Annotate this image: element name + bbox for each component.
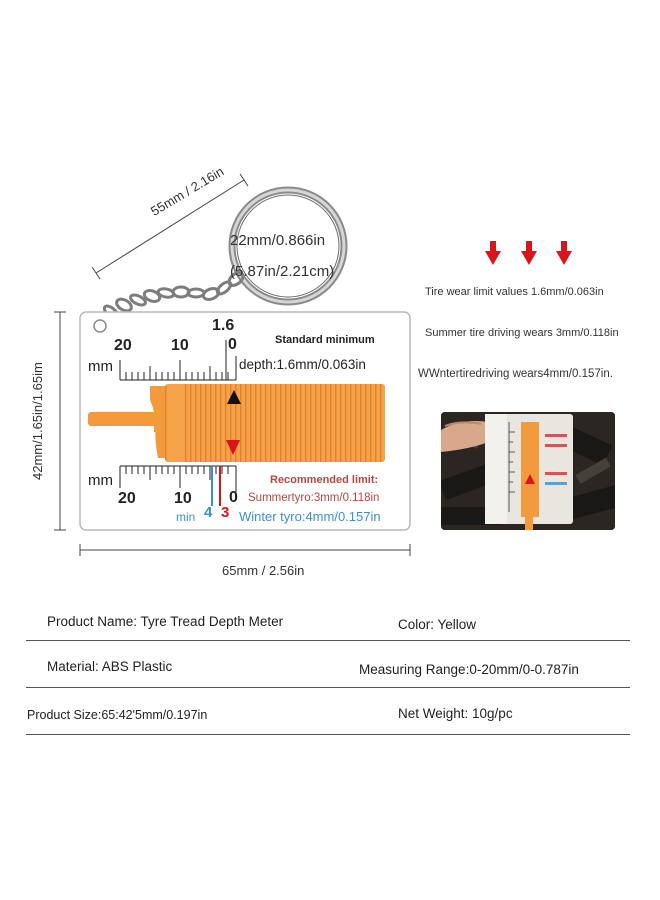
top-unit-label: mm — [88, 358, 113, 375]
usage-photo-drawing — [441, 412, 615, 530]
spec-divider-1 — [26, 640, 630, 641]
chain-length-label: (5.87in/2.21cm) — [230, 263, 335, 280]
spec-net-weight: Net Weight: 10g/pc — [398, 706, 513, 721]
down-arrow-icon — [556, 241, 572, 265]
bottom-tick-20: 20 — [118, 490, 136, 507]
down-arrow-icon — [485, 241, 501, 265]
down-arrow-icon — [521, 241, 537, 265]
spec-measuring-range: Measuring Range:0-20mm/0-0.787in — [359, 662, 579, 677]
bottom-unit-label: mm — [88, 472, 113, 489]
height-label: 42mm/1.65in/1.65im — [30, 362, 45, 480]
spec-divider-3 — [26, 734, 630, 735]
hang-hole — [94, 320, 106, 332]
bottom-tick-10: 10 — [174, 490, 192, 507]
standard-minimum-title: Standard minimum — [275, 334, 375, 346]
top-tick-0: 0 — [228, 336, 237, 353]
min-label: min — [176, 510, 196, 524]
red-down-arrows — [485, 241, 572, 265]
width-label: 65mm / 2.56in — [222, 563, 305, 578]
recommended-limit-title: Recommended limit: — [270, 474, 379, 486]
bottom-tick-0: 0 — [229, 489, 238, 506]
min-3-label: 3 — [221, 504, 230, 521]
spec-product-size: Product Size:65:42'5mm/0.197in — [27, 708, 208, 722]
summer-wear-note: Summer tire driving wears 3mm/0.118in — [425, 327, 619, 339]
width-dimension-line — [80, 544, 410, 556]
spec-color: Color: Yellow — [398, 617, 477, 632]
height-dimension-line — [54, 312, 66, 530]
wear-limit-note: Tire wear limit values 1.6mm/0.063in — [425, 286, 604, 298]
top-tick-20: 20 — [114, 337, 132, 354]
winter-limit-value: Winter tyro:4mm/0.157in — [239, 509, 381, 524]
min-4-label: 4 — [204, 504, 213, 521]
ring-diameter-label: 22mm/0.866in — [230, 232, 326, 249]
spec-product-name: Product Name: Tyre Tread Depth Meter — [47, 614, 284, 629]
winter-wear-note: WWntertiredriving wears4mm/0.157in. — [418, 368, 613, 380]
diagonal-dimension-line — [92, 174, 248, 279]
usage-photo — [441, 412, 615, 530]
spec-divider-2 — [26, 687, 630, 688]
summer-limit-value: Summertyro:3mm/0.118in — [248, 492, 380, 504]
spec-material: Material: ABS Plastic — [47, 659, 173, 674]
diagonal-length-label: 55mm / 2.16in — [148, 163, 227, 219]
top-mark-label: 1.6 — [212, 317, 235, 334]
standard-depth-value: depth:1.6mm/0.063in — [239, 357, 366, 372]
top-tick-10: 10 — [171, 337, 189, 354]
